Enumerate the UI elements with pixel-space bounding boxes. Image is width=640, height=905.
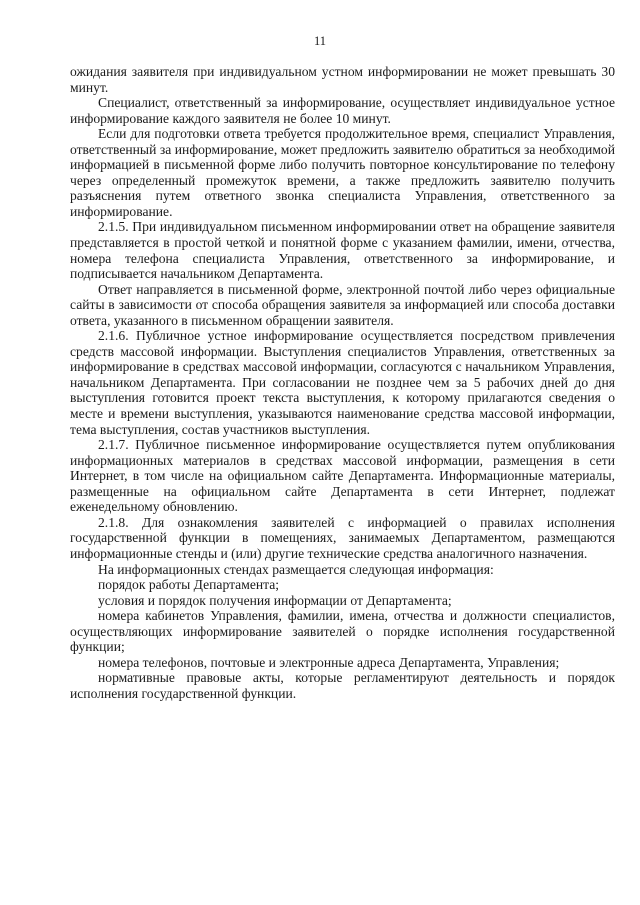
- paragraph: На информационных стендах размещается следующая информация:: [98, 561, 494, 577]
- list-item: номера кабинетов Управления, фамилии, имена, отчества и должности специалистов, осуществляющих информирование заявителей о порядке исполнения государственной функции;: [70, 608, 615, 655]
- paragraph-continuation: ожидания заявителя при индивидуальном устном информировании не может превышать 30 минут.: [70, 64, 615, 95]
- paragraph: Ответ направляется в письменной форме, электронной почтой либо через официальные сайты в зависимости от способа обращения заявителя за информацией или способа доставки ответа, указанного в письменном обращении заявителя.: [70, 281, 615, 328]
- list-item: номера телефонов, почтовые и электронные адреса Департамента, Управления;: [98, 654, 560, 670]
- paragraph: Если для подготовки ответа требуется продолжительное время, специалист Управления, ответственный за информирование, может предложить заявителю обратиться за необходимой информацией в письменной форме либо получить повторное консультирование по телефону через определенный промежуток времени, а также предложить заявителю получить разъяснения путем ответного звонка специалиста Управления, ответственного за информирование.: [70, 126, 615, 219]
- list-item: нормативные правовые акты, которые регламентируют деятельность и порядок исполнения государственной функции.: [70, 670, 615, 701]
- paragraph-clause-2-1-8: 2.1.8. Для ознакомления заявителей с информацией о правилах исполнения государственной функции в помещениях, занимаемых Департаментом, размещаются информационные стенды и (или) другие технические средства аналогичного назначения.: [70, 514, 615, 561]
- list-item: порядок работы Департамента;: [98, 577, 280, 593]
- paragraph-clause-2-1-7: 2.1.7. Публичное письменное информирование осуществляется путем опубликования информационных материалов в средствах массовой информации, размещения в сети Интернет, в том числе на официальном сайте Департамента. Информационные материалы, размещенные на официальном сайте Департамента в сети Интернет, подлежат еженедельному обновлению.: [70, 437, 615, 515]
- paragraph-clause-2-1-5: 2.1.5. При индивидуальном письменном информировании ответ на обращение заявителя представляется в простой четкой и понятной форме с указанием фамилии, имени, отчества, номера телефона специалиста Управления, ответственного за информирование, и подписывается начальником Департамента.: [70, 219, 615, 282]
- page-number: 11: [313, 34, 327, 48]
- list-item: условия и порядок получения информации от Департамента;: [98, 592, 452, 608]
- paragraph-clause-2-1-6: 2.1.6. Публичное устное информирование осуществляется посредством привлечения средств массовой информации. Выступления специалистов Управления, ответственных за информирование в средствах массовой информации, согласуются с начальником Управления, начальником Департамента. При согласовании не позднее чем за 5 рабочих дней до дня выступления готовится проект текста выступления, к которому прилагаются сведения о месте и времени выступления, указываются наименование средства массовой информации, тема выступления, состав участников выступления.: [70, 328, 615, 437]
- paragraph: Специалист, ответственный за информирование, осуществляет индивидуальное устное информирование каждого заявителя не более 10 минут.: [70, 95, 615, 126]
- document-body: [70, 64, 615, 701]
